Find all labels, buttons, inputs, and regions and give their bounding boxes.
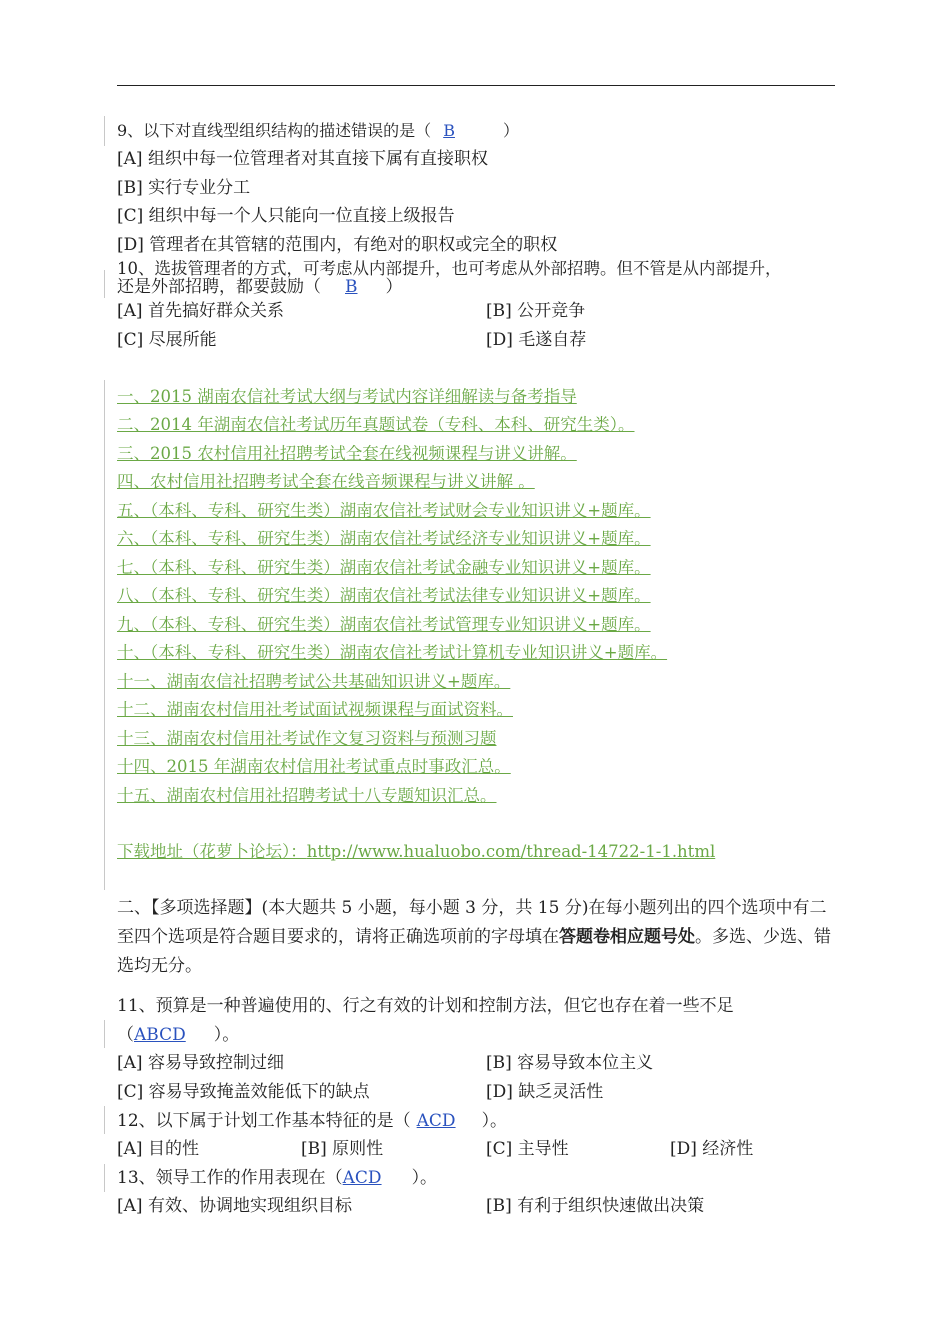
resource-link[interactable]: 二、2014 年湖南农信社考试历年真题试卷（专科、本科、研究生类）。 [117,415,635,434]
q10-option-d: [D] 毛遂自荐 [486,330,587,350]
q10-stem-line2: 还是外部招聘，都要鼓励（ B ） [117,277,403,297]
resource-link[interactable]: 七、（本科、专科、研究生类）湖南农信社考试金融专业知识讲义+题库。 [117,558,651,577]
resource-link[interactable]: 八、（本科、专科、研究生类）湖南农信社考试法律专业知识讲义+题库。 [117,586,651,605]
q11-option-b: [B] 容易导致本位主义 [486,1053,654,1073]
q10-answer: B [345,277,358,297]
resource-link[interactable]: 十四、2015 年湖南农村信用社考试重点时事政汇总。 [117,757,511,776]
resource-link[interactable]: 十一、湖南农信社招聘考试公共基础知识讲义+题库。 [117,672,511,691]
q11-stem-line2: （ABCD ）。 [117,1025,240,1045]
download-label: 下载地址（花萝卜论坛）： [117,842,307,861]
q13-answer: ACD [342,1168,382,1188]
resource-link[interactable]: 九、（本科、专科、研究生类）湖南农信社考试管理专业知识讲义+题库。 [117,615,651,634]
q11-answer: ABCD [134,1025,186,1045]
q13-option-b: [B] 有利于组织快速做出决策 [486,1196,705,1216]
q10-option-b: [B] 公开竞争 [486,301,586,321]
q9-answer: B [443,121,455,140]
q9-option-b: [B] 实行专业分工 [117,178,251,198]
resource-link[interactable]: 十、（本科、专科、研究生类）湖南农信社考试计算机专业知识讲义+题库。 [117,643,668,662]
q10-option-a: [A] 首先搞好群众关系 [117,301,284,321]
q10-stem-line1: 10、选拔管理者的方式，可考虑从内部提升，也可考虑从外部招聘。但不管是从内部提升， [117,259,782,278]
change-bar [104,1020,105,1048]
resource-link[interactable]: 六、（本科、专科、研究生类）湖南农信社考试经济专业知识讲义+题库。 [117,529,651,548]
header-rule [117,85,835,86]
q9-option-a: [A] 组织中每一位管理者对其直接下属有直接职权 [117,149,488,169]
q11-option-c: [C] 容易导致掩盖效能低下的缺点 [117,1082,370,1102]
resource-link[interactable]: 四、农村信用社招聘考试全套在线音频课程与讲义讲解 。 [117,472,535,491]
change-bar [104,1164,105,1192]
resource-link[interactable]: 十二、湖南农村信用社考试面试视频课程与面试资料。 [117,700,513,719]
q9-option-c: [C] 组织中每一个人只能向一位直接上级报告 [117,206,455,226]
resource-link[interactable]: 三、2015 农村信用社招聘考试全套在线视频课程与讲义讲解。 [117,444,577,463]
change-bar [104,270,105,298]
q12-option-c: [C] 主导性 [486,1139,569,1159]
download-url-link[interactable]: http://www.hualuobo.com/thread-14722-1-1.html [306,842,716,861]
q12-option-b: [B] 原则性 [301,1139,384,1159]
change-bar [104,380,105,890]
download-line [117,841,715,863]
q12-option-a: [A] 目的性 [117,1139,199,1159]
section2-intro: 二、【多项选择题】(本大题共 5 小题，每小题 3 分，共 15 分)在每小题列出的四个选项中有二至四个选项是符合题目要求的，请将正确选项前的字母填在答题卷相应题号处。多选、少选、错选均无分。 [117,898,831,976]
resource-link[interactable]: 一、2015 湖南农信社考试大纲与考试内容详细解读与备考指导 [117,387,577,406]
change-bar [104,1106,105,1134]
resource-link[interactable]: 五、（本科、专科、研究生类）湖南农信社考试财会专业知识讲义+题库。 [117,501,651,520]
q13-stem: 13、领导工作的作用表现在（ACD ）。 [117,1168,438,1188]
q11-stem-line1: 11、预算是一种普遍使用的、行之有效的计划和控制方法，但它也存在着一些不足 [117,996,734,1016]
q11-option-d: [D] 缺乏灵活性 [486,1082,604,1102]
change-bar [104,116,105,146]
q11-option-a: [A] 容易导致控制过细 [117,1053,284,1073]
resource-link[interactable]: 十五、湖南农村信用社招聘考试十八专题知识汇总。 [117,786,497,805]
q13-option-a: [A] 有效、协调地实现组织目标 [117,1196,352,1216]
q12-option-d: [D] 经济性 [670,1139,754,1159]
q12-answer: ACD [416,1111,456,1131]
q9-option-d: [D] 管理者在其管辖的范围内，有绝对的职权或完全的职权 [117,235,558,255]
section2-intro-bold: 答题卷相应题号处 [559,927,695,947]
q12-stem: 12、以下属于计划工作基本特征的是（ ACD ）。 [117,1111,508,1131]
resource-link[interactable]: 十三、湖南农村信用社考试作文复习资料与预测习题 [117,729,497,748]
q10-option-c: [C] 尽展所能 [117,330,217,350]
q9-stem: 9、以下对直线型组织结构的描述错误的是（ B ） [117,121,519,140]
